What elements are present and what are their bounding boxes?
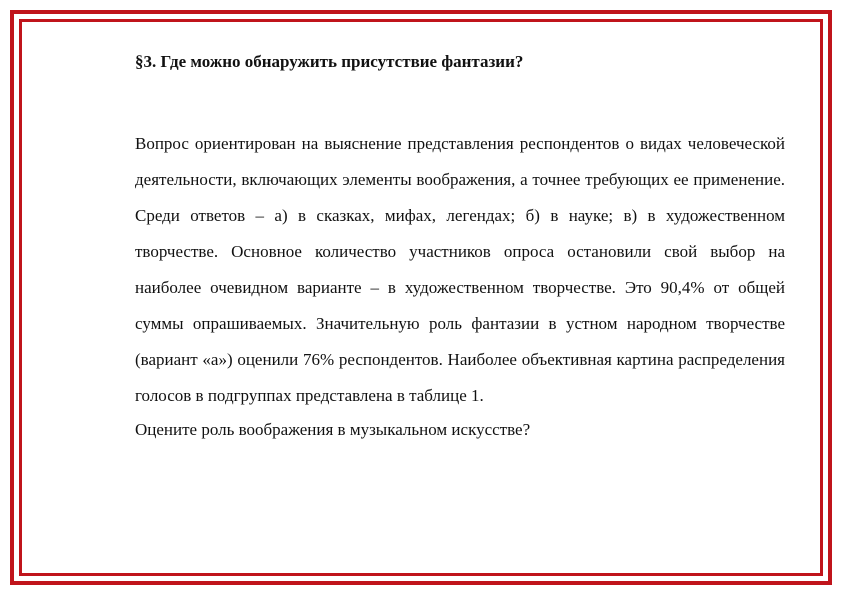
body-paragraph: Вопрос ориентирован на выяснение представления респондентов о видах человеческой деятельности, включающих элементы воображения, а точнее требующих ее применение. Среди ответов – а) в сказках, мифах, легендах; б) в науке; в) в художественном творчестве. Основное количество участников опроса остановили свой выбор на наиболее очевидном варианте – в художественном творчестве. Это 90,4% от общей суммы опрашиваемых. Значительную роль фантазии в устном народном творчестве (вариант «а») оценили 76% респондентов. Наиболее объективная картина распределения голосов в подгруппах представлена в таблице 1.: [135, 134, 785, 405]
section-heading: §3. Где можно обнаружить присутствие фантазии?: [135, 52, 524, 71]
slide-content: [135, 50, 785, 446]
question-line: Оцените роль воображения в музыкальном искусстве?: [135, 420, 531, 439]
